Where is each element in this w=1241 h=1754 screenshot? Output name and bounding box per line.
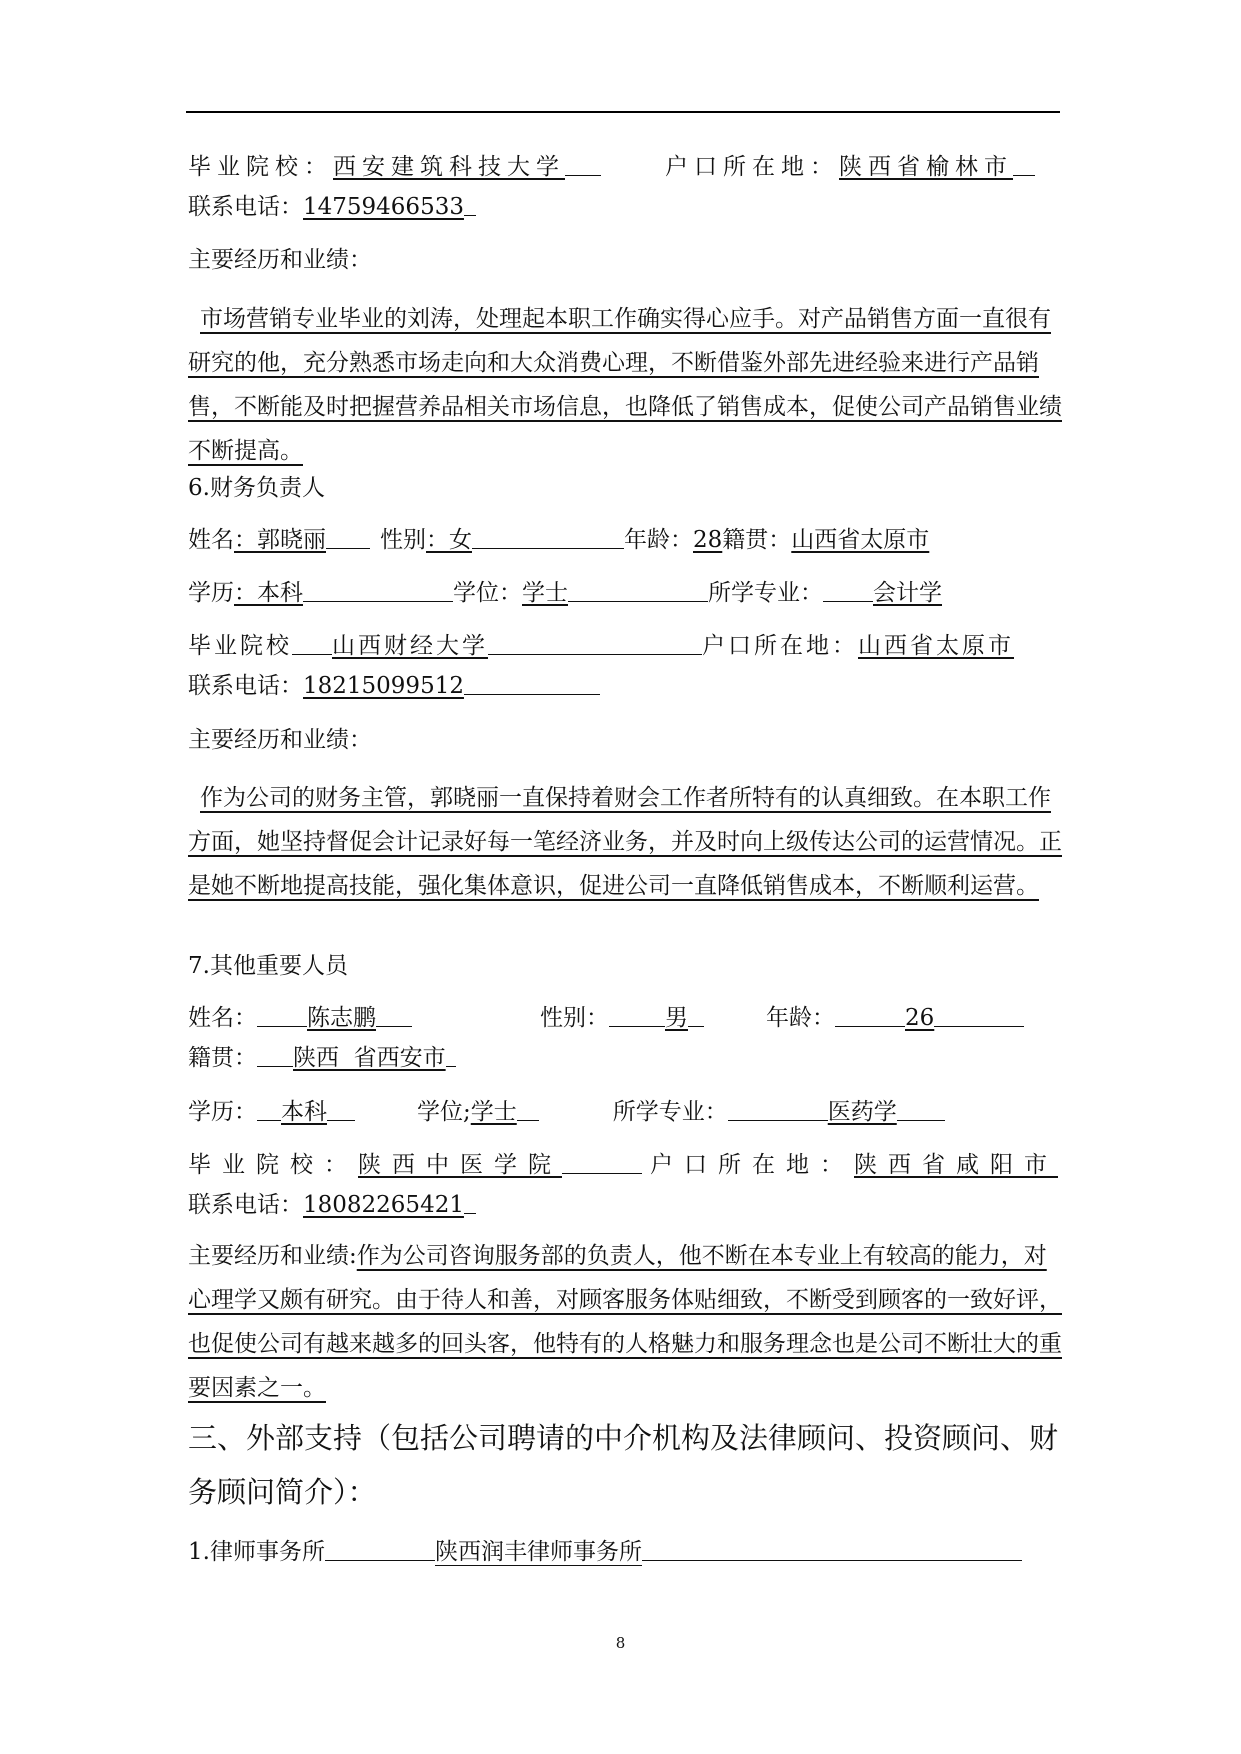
p6-phone-row: [188, 671, 600, 701]
p7-school-label: 毕业院校：: [188, 1152, 358, 1178]
p7-exp-block: [188, 1234, 1064, 1410]
section3-law-firm: 陕西润丰律师事务所: [434, 1539, 642, 1565]
p6-gender-label: 性别: [380, 527, 426, 553]
p7-heading: 7.其他重要人员: [188, 953, 348, 979]
header-rule: [186, 111, 1060, 113]
p6-degree-label: 学位：: [453, 580, 522, 606]
p7-origin-row: [188, 1043, 456, 1073]
p7-edu-value: 本科: [281, 1099, 327, 1125]
p6-school-row: [188, 631, 1014, 661]
p7-age-label: 年龄：: [766, 1005, 835, 1031]
section3-law-label: 1.律师事务所: [188, 1539, 325, 1565]
p6-age-label: 年龄：: [624, 527, 693, 553]
p6-name-row: [188, 525, 929, 555]
p6-exp-label: 主要经历和业绩：: [188, 727, 372, 753]
p6-degree-value: 学士: [522, 580, 568, 606]
p7-degree-label: 学位;: [417, 1099, 471, 1125]
p7-edu-label: 学历：: [188, 1099, 257, 1125]
p6-hukou-label: 户口所在地：: [702, 633, 858, 659]
p7-school-row: [188, 1150, 1058, 1180]
p7-phone-label: 联系电话：: [188, 1192, 303, 1218]
p6-phone-value: 18215099512: [303, 673, 464, 699]
p7-school-value: 陕西中医学院: [358, 1152, 562, 1178]
p6-origin-label: 籍贯：: [722, 527, 792, 553]
p7-origin-label: 籍贯：: [188, 1045, 257, 1071]
p6-gender-value: ：女: [426, 527, 472, 553]
page-number: 8: [615, 1634, 626, 1652]
p6-heading: 6.财务负责人: [188, 475, 325, 501]
p5-hukou-label: 户口所在地：: [665, 154, 839, 180]
p5-hukou-value: 陕西省榆林市: [839, 154, 1013, 180]
p5-exp-label: 主要经历和业绩：: [188, 247, 372, 273]
p5-school-value: 西安建筑科技大学: [333, 154, 565, 180]
p7-major-label: 所学专业：: [612, 1099, 728, 1125]
p7-phone-row: [188, 1190, 476, 1220]
p6-origin-value: 山西省太原市: [791, 527, 930, 553]
p5-school-label: 毕业院校：: [188, 154, 333, 180]
p6-school-label: 毕业院校: [188, 633, 292, 659]
p5-phone-label: 联系电话：: [188, 194, 303, 220]
p7-edu-row: [188, 1097, 945, 1127]
p7-origin-value: 陕西 省西安市: [293, 1045, 446, 1071]
p7-name-value: 陈志鹏: [307, 1005, 376, 1031]
p6-name-value: ：郭晓丽: [234, 527, 326, 553]
p6-age-value: 28: [693, 527, 723, 553]
p7-phone-value: 18082265421: [303, 1192, 464, 1218]
p7-age-value: 26: [905, 1005, 935, 1031]
section3-law-row: [188, 1537, 1022, 1567]
p7-name-label: 姓名：: [188, 1005, 257, 1031]
p7-hukou-value: 陕西省咸阳市: [854, 1152, 1058, 1178]
p5-phone-row: [188, 192, 476, 222]
p7-gender-label: 性别：: [540, 1005, 609, 1031]
p6-major-value: 会计学: [873, 580, 942, 606]
p5-exp-text: 市场营销专业毕业的刘涛，处理起本职工作确实得心应手。对产品销售方面一直很有研究的他，充分熟悉市场走向和大众消费心理，不断借鉴外部先进经验来进行产品销售，不断能及时把握营养品相关市场信息，也降低了销售成本，促使公司产品销售业绩不断提高。: [188, 306, 1062, 464]
p6-exp-text: 作为公司的财务主管，郭晓丽一直保持着财会工作者所特有的认真细致。在本职工作方面，她坚持督促会计记录好每一笔经济业务，并及时向上级传达公司的运营情况。正是她不断地提高技能，强化集体意识，促进公司一直降低销售成本，不断顺利运营。: [188, 785, 1062, 899]
p6-hukou-value: 山西省太原市: [858, 633, 1014, 659]
p6-school-value: 山西财经大学: [332, 633, 488, 659]
p6-name-label: 姓名: [188, 527, 234, 553]
p6-edu-value: ：本科: [234, 580, 303, 606]
p7-exp-text: 作为公司咨询服务部的负责人，他不断在本专业上有较高的能力，对心理学又颇有研究。由于待人和善，对顾客服务体贴细致，不断受到顾客的一致好评，也促使公司有越来越多的回头客，他特有的人格魅力和服务理念也是公司不断壮大的重要因素之一。: [188, 1243, 1062, 1401]
p6-major-label: 所学专业：: [708, 580, 823, 606]
section3-heading: 三、外部支持（包括公司聘请的中介机构及法律顾问、投资顾问、财务顾问简介）：: [188, 1421, 1059, 1509]
p7-hukou-label: 户口所在地：: [650, 1152, 854, 1178]
p7-name-row: [188, 1003, 1024, 1033]
p6-phone-label: 联系电话：: [188, 673, 303, 699]
p6-edu-row: [188, 578, 942, 608]
p5-school-row: [188, 152, 1035, 182]
p7-gender-value: 男: [665, 1005, 688, 1031]
p6-edu-label: 学历: [188, 580, 234, 606]
p5-phone-value: 14759466533: [303, 194, 464, 220]
p7-exp-label: 主要经历和业绩:: [188, 1243, 357, 1269]
p7-degree-value: 学士: [470, 1099, 517, 1125]
p7-major-value: 医药学: [827, 1099, 897, 1125]
